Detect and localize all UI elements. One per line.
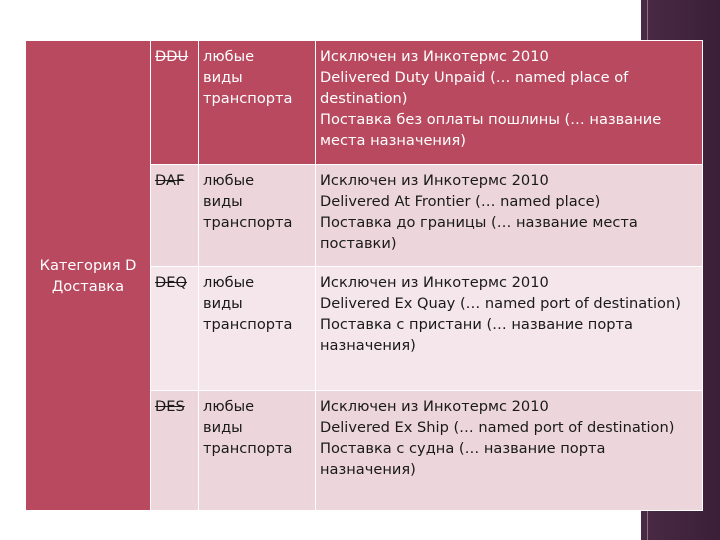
transport-cell [199,391,316,511]
russian-term: Поставка с пристани (… название порта назначения) [320,316,633,354]
english-term: Delivered Ex Ship (… named port of destination) [320,419,675,436]
transport-cell [199,267,316,391]
description-cell [316,165,703,267]
status-text: Исключен из Инкотермс 2010 [320,172,549,189]
term-code: DEQ [155,274,187,291]
description-cell [316,41,703,165]
category-subtitle: Доставка [51,277,125,295]
term-code-cell [151,267,199,391]
russian-term: Поставка с судна (… название порта назначения) [320,440,606,478]
term-code-cell [151,391,199,511]
description-cell [316,267,703,391]
description-cell [316,391,703,511]
status-text: Исключен из Инкотермс 2010 [320,48,549,65]
status-text: Исключен из Инкотермс 2010 [320,274,549,291]
category-title: Категория D [39,256,137,274]
category-cell [26,41,151,511]
transport-text: любые виды транспорта [203,172,293,231]
status-text: Исключен из Инкотермс 2010 [320,398,549,415]
english-term: Delivered At Frontier (… named place) [320,193,601,210]
incoterms-table [25,40,703,511]
term-code: DDU [155,48,189,65]
term-code-cell [151,165,199,267]
term-code-cell [151,41,199,165]
transport-cell [199,41,316,165]
transport-cell [199,165,316,267]
term-code: DES [155,398,185,415]
transport-text: любые виды транспорта [203,48,293,107]
transport-text: любые виды транспорта [203,274,293,333]
russian-term: Поставка до границы (… название места поставки) [320,214,638,252]
english-term: Delivered Ex Quay (… named port of destination) [320,295,681,312]
russian-term: Поставка без оплаты пошлины (… название места назначения) [320,111,662,149]
table-row-ddu [26,41,703,165]
transport-text: любые виды транспорта [203,398,293,457]
english-term: Delivered Duty Unpaid (… named place of destination) [320,69,629,107]
term-code: DAF [155,172,185,189]
